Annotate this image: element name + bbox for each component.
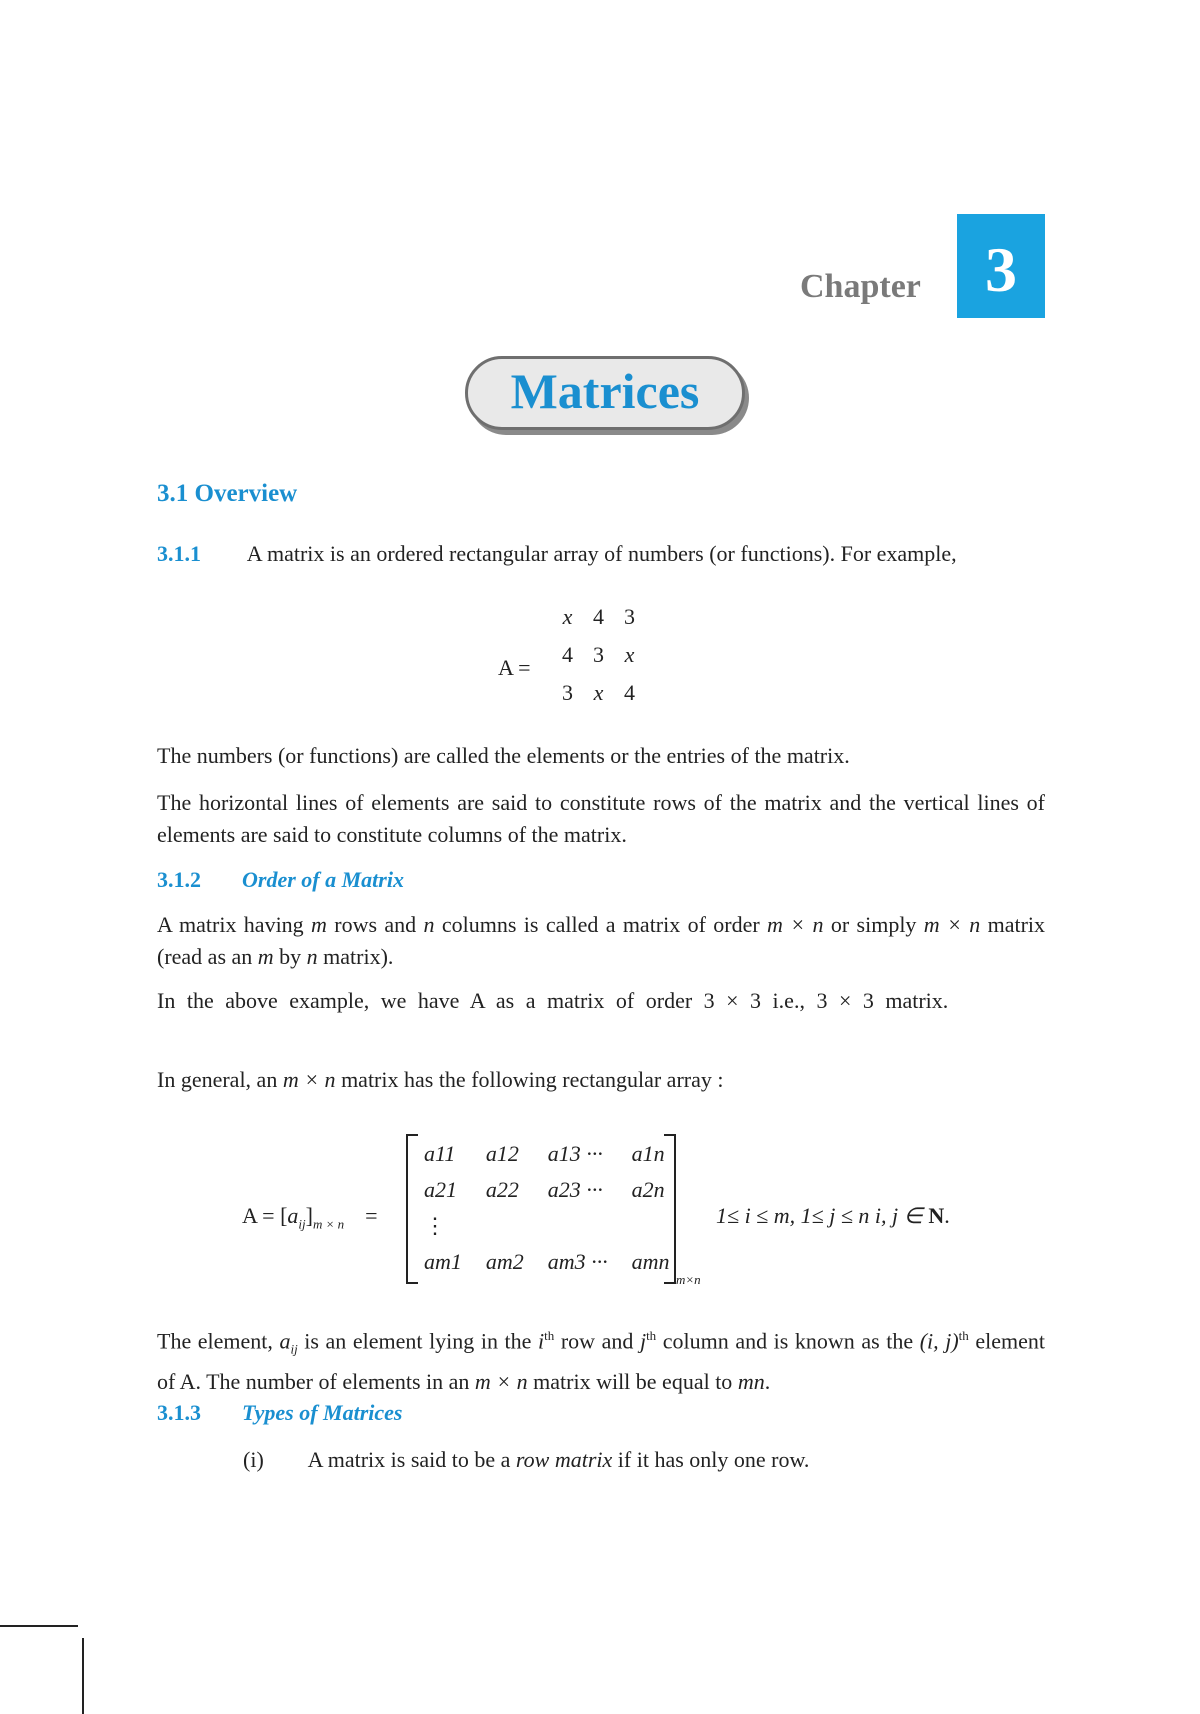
condition-text: 1≤ i ≤ m, 1≤ j ≤ n i, j ∈ [716, 1203, 923, 1228]
math-ij: (i, j) [919, 1328, 959, 1354]
margin-rule-vertical [82, 1638, 84, 1714]
text: A matrix having [157, 912, 312, 937]
text: rows and [326, 912, 424, 937]
math-m: m [311, 912, 327, 937]
text: columns is called a matrix of order [434, 912, 768, 937]
matrix-cell: 3 [624, 604, 635, 629]
math-n: n [306, 944, 318, 969]
text: A matrix is said to be a [307, 1447, 516, 1472]
section-heading-3-1-3 [157, 1397, 1047, 1429]
paragraph-example: In the above example, we have A as a matrix of order 3 × 3 i.e., 3 × 3 matrix. [157, 988, 949, 1013]
matrix-cell: am2 [485, 1249, 524, 1274]
matrix-cell: 3 [593, 642, 604, 667]
math-mxn: m × n [282, 1067, 336, 1092]
matrix-cell [536, 1208, 620, 1244]
equals-sign: = [365, 1203, 378, 1228]
text: column and is known as the [656, 1328, 920, 1354]
section-heading-overview: 3.1 Overview [157, 480, 298, 507]
paragraph-element [157, 1320, 1045, 1398]
text: or simply [823, 912, 924, 937]
text: row and [554, 1328, 640, 1354]
subscript-ij: ij [290, 1341, 298, 1357]
matrix-row [412, 1172, 682, 1208]
text: ] [305, 1203, 313, 1228]
matrix-cell [474, 1208, 536, 1244]
paragraph-3-1-1 [157, 538, 1047, 570]
subscript-mxn: m × n [312, 1216, 345, 1232]
matrix-cell: am3 ··· [547, 1249, 608, 1274]
matrix-cell [620, 1208, 682, 1244]
list-item-i [243, 1444, 1043, 1476]
text: A = [ [242, 1203, 288, 1228]
matrix-cell: x [624, 642, 635, 667]
section-number: 3.1.1 [157, 541, 201, 566]
paragraph-order [157, 909, 1045, 973]
margin-rule-horizontal [0, 1625, 78, 1627]
matrix-cell: ⋮ [424, 1213, 446, 1238]
matrix-row [412, 1208, 682, 1244]
text: is an element lying in the [297, 1328, 538, 1354]
math-m: m [257, 944, 274, 969]
section-heading-3-1-2 [157, 864, 1047, 896]
text: if it has only one row. [612, 1447, 810, 1472]
text: by [273, 944, 307, 969]
matrix-cell: 4 [624, 680, 635, 705]
math-i: i [538, 1328, 545, 1354]
matrix-cell: x [593, 680, 604, 705]
text: . [764, 1368, 771, 1394]
math-mxn: m × n [767, 912, 824, 937]
text: matrix will be equal to [527, 1368, 738, 1394]
matrix-cell: 4 [593, 604, 604, 629]
matrix-cell: a21 [424, 1177, 457, 1202]
paragraph-rows-columns: The horizontal lines of elements are said to constitute rows of the matrix and the vertical lines of elements are said to constitute columns of the matrix. [157, 790, 1045, 847]
subscript-ij: ij [298, 1216, 306, 1232]
general-matrix [412, 1136, 682, 1280]
matrix-cell: a22 [485, 1177, 519, 1202]
math-n: n [423, 912, 435, 937]
matrix-a-lhs: A = [498, 655, 531, 680]
math-j: j [639, 1328, 647, 1354]
superscript-th: th [958, 1328, 969, 1343]
general-matrix-lhs [242, 1200, 378, 1240]
section-number: 3.1.2 [157, 867, 201, 892]
paragraph-elements: The numbers (or functions) are called the elements or the entries of the matrix. [157, 743, 850, 768]
matrix-cell: a11 [424, 1141, 456, 1166]
matrix-subscript: m×n [676, 1272, 701, 1287]
matrix-cell: a23 ··· [547, 1177, 603, 1202]
text: In general, an [157, 1067, 283, 1092]
math-mxn: m × n [923, 912, 981, 937]
text: element of A. The number of elements in an [157, 1328, 1045, 1394]
paragraph-general [157, 1064, 1047, 1096]
matrix-cell: amn [631, 1249, 670, 1274]
matrix-cell: a2n [631, 1177, 665, 1202]
matrix-row [412, 1136, 682, 1172]
text: matrix has the following rectangular array : [335, 1067, 724, 1092]
section-title: Order of a Matrix [242, 867, 404, 892]
superscript-th: th [544, 1328, 555, 1343]
matrix-cell: x [562, 604, 573, 629]
math-a: a [287, 1203, 299, 1228]
matrix-cell: am1 [424, 1249, 462, 1274]
matrix-row [552, 636, 645, 674]
text: matrix). [317, 944, 394, 969]
math-mn: mn [737, 1368, 765, 1394]
natural-numbers: N [928, 1203, 945, 1228]
matrix-cell: 3 [562, 680, 573, 705]
list-label: (i) [243, 1447, 264, 1472]
section-title: Types of Matrices [242, 1400, 403, 1425]
section-number: 3.1.3 [157, 1400, 201, 1425]
text: matrix (read as an [157, 912, 1046, 969]
matrix-a [552, 598, 645, 712]
matrix-cell: 4 [562, 642, 573, 667]
text: The element, [157, 1328, 280, 1354]
matrix-cell: a13 ··· [547, 1141, 603, 1166]
chapter-title: Matrices [510, 363, 700, 419]
math-a: a [279, 1328, 291, 1354]
matrix-row [412, 1244, 682, 1280]
chapter-number: 3 [957, 214, 1045, 318]
matrix-row [552, 674, 645, 712]
chapter-label: Chapter [800, 268, 921, 305]
emphasis: row matrix [515, 1447, 613, 1472]
text: . [944, 1203, 950, 1228]
superscript-th: th [646, 1328, 657, 1343]
matrix-cell: a12 [485, 1141, 519, 1166]
index-condition [716, 1200, 950, 1232]
matrix-cell: a1n [631, 1141, 665, 1166]
matrix-row [552, 598, 645, 636]
math-mxn: m × n [474, 1368, 528, 1394]
paragraph-text: A matrix is an ordered rectangular array of numbers (or functions). For example, [246, 541, 957, 566]
